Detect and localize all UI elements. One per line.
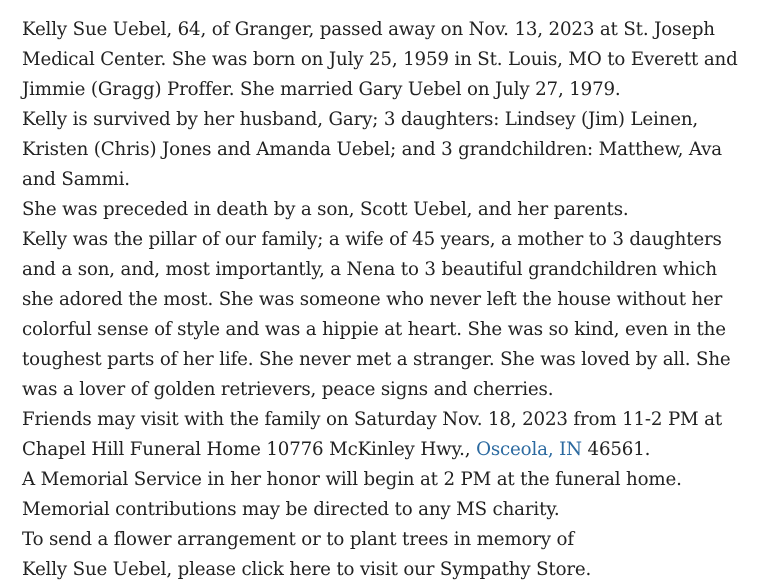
- sympathy-store-paragraph: [22, 525, 747, 585]
- survivors-paragraph: Kelly is survived by her husband, Gary; 3 daughters: Lindsey (Jim) Leinen, Kristen (Chris) Jones and Amanda Uebel; and 3 grandchildren: Matthew, Ava and Sammi.: [22, 109, 722, 190]
- visitation-paragraph: [22, 405, 747, 465]
- osceola-location-link[interactable]: Osceola, IN: [476, 439, 582, 460]
- obituary-intro-paragraph: Kelly Sue Uebel, 64, of Granger, passed away on Nov. 13, 2023 at St. Joseph Medical Center. She was born on July 25, 1959 in St. Louis, MO to Everett and Jimmie (Gragg) Proffer. She married Gary Uebel on July 27, 1979.: [22, 19, 738, 100]
- memorial-contributions-paragraph: Memorial contributions may be directed to any MS charity.: [22, 499, 560, 520]
- memorial-service-paragraph: A Memorial Service in her honor will begin at 2 PM at the funeral home.: [22, 469, 682, 490]
- visitation-text: Friends may visit with the family on Saturday Nov. 18, 2023 from 11-2 PM at Chapel Hill Funeral Home 10776 McKinley Hwy.,: [22, 409, 723, 460]
- sympathy-store-line-1: To send a flower arrangement or to plant trees in memory of: [22, 529, 574, 550]
- visitation-zip: 46561.: [587, 439, 651, 460]
- tribute-paragraph: Kelly was the pillar of our family; a wife of 45 years, a mother to 3 daughters and a son, and, most importantly, a Nena to 3 beautiful grandchildren which she adored the most. She was someone who never left the house without her colorful sense of style and was a hippie at heart. She was so kind, even in the toughest parts of her life. She never met a stranger. She was loved by all. She was a lover of golden retrievers, peace signs and cherries.: [22, 229, 731, 400]
- obituary-article: [22, 15, 747, 585]
- sympathy-store-line-2[interactable]: Kelly Sue Uebel, please click here to visit our Sympathy Store.: [22, 559, 592, 580]
- preceded-in-death-paragraph: She was preceded in death by a son, Scott Uebel, and her parents.: [22, 199, 629, 220]
